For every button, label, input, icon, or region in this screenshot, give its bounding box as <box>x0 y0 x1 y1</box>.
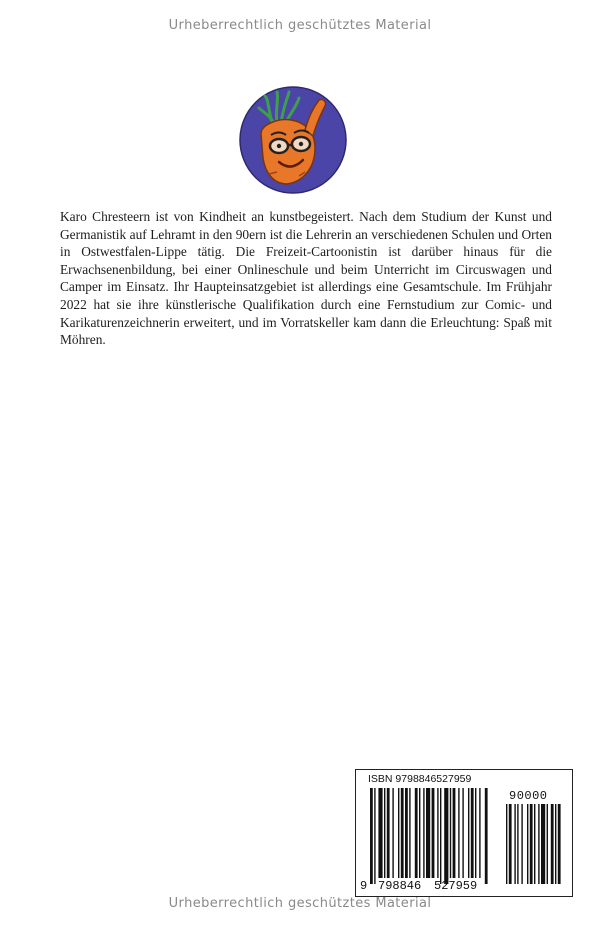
barcode-addon-bar <box>514 804 515 884</box>
barcode-bar <box>409 788 410 878</box>
author-bio: Karo Chresteern ist von Kindheit an kunstbegeistert. Nach dem Studium der Kunst und Germanistik auf Lehramt in den 90ern ist die Lehrerin an verschiedenen Schulen und Orten in Ostwestfalen-Lippe tätig. Die Freizeit-Cartoonistin ist darüber hinaus für die Erwachsenenbildung, bei einer Onlineschule und beim Unterricht im Circuswagen und Camper im Einsatz. Ihr Haupteinsatzgebiet ist allerdings eine Gesamtschule. Im Frühjahr 2022 hat sie ihre künstlerische Qualifikation durch eine Fernstudium zur Comic- und Karikaturenzeichnerin erweitert, und im Vorratskeller kam dann die Erleuchtung: Spaß mit Möhren. <box>60 209 552 348</box>
barcode-bar <box>468 788 469 878</box>
barcode-bar <box>387 788 390 878</box>
watermark-top: Urheberrechtlich geschütztes Material <box>168 18 432 33</box>
barcode-addon-bar <box>547 804 548 884</box>
barcode-addon-bar <box>538 804 539 884</box>
barcode-bar <box>401 788 404 878</box>
barcode-bar <box>458 788 459 878</box>
barcode-bar <box>440 788 441 884</box>
barcode-bar <box>471 788 474 878</box>
barcode-bar <box>462 788 463 878</box>
barcode-addon-bar <box>541 804 545 884</box>
barcode-addon-bar <box>558 804 561 884</box>
watermark-bottom: Urheberrechtlich geschütztes Material <box>168 896 432 911</box>
barcode-box <box>355 769 573 897</box>
barcode-bar <box>370 788 373 884</box>
barcode-bar <box>398 788 399 878</box>
price-code: 90000 <box>509 789 548 803</box>
barcode-addon-bar <box>517 804 518 884</box>
barcode-digits-right: 527959 <box>434 879 478 893</box>
barcode-bar <box>423 788 424 878</box>
barcode-bar <box>432 788 435 878</box>
barcode-addon-bar <box>521 804 522 884</box>
barcode-bar <box>405 788 408 878</box>
barcode-bar <box>485 788 488 884</box>
barcode-bar <box>378 788 382 878</box>
isbn-label: ISBN 9798846527959 <box>368 773 472 785</box>
barcode-digits-left: 798846 <box>378 879 422 893</box>
barcode-addon-bar <box>509 804 512 884</box>
barcode-bar <box>453 788 456 878</box>
barcode-bar <box>419 788 420 878</box>
barcode-bar <box>426 788 430 878</box>
barcode-bar <box>374 788 375 884</box>
barcode-bar <box>392 788 393 878</box>
barcode-addon-bar <box>555 804 556 884</box>
barcode-addon-bar <box>551 804 554 884</box>
author-avatar <box>239 86 347 194</box>
barcode-digit-lead: 9 <box>360 879 368 893</box>
barcode-addon-bar <box>530 804 533 884</box>
barcode-bar <box>475 788 476 878</box>
barcode-addon-bar <box>527 804 528 884</box>
barcode-bar <box>415 788 418 878</box>
barcode-bar <box>479 788 480 878</box>
barcode-bar <box>444 788 448 884</box>
barcode-addon-bar <box>506 804 507 884</box>
barcode-bar <box>437 788 438 878</box>
barcode-bar <box>450 788 451 878</box>
barcode-addon-bar <box>534 804 535 884</box>
barcode-bar <box>384 788 385 878</box>
